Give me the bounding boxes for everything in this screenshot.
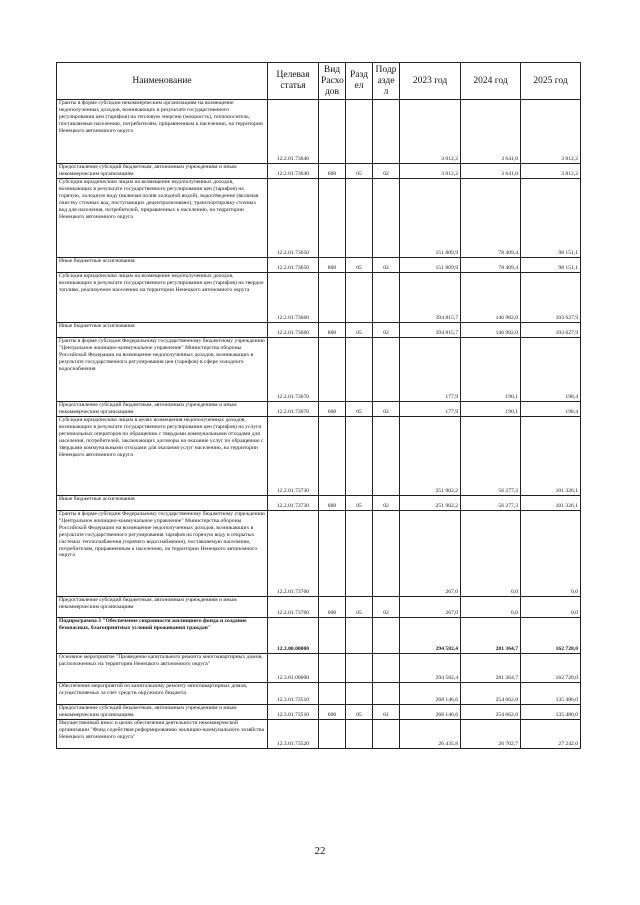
- row-name: Иные бюджетные ассигнования: [57, 258, 268, 273]
- row-value-2024: 3 641,0: [461, 164, 521, 179]
- row-target-article: 12.2.01.73650: [268, 179, 319, 258]
- table-row: [57, 511, 581, 597]
- row-expense-type: 800: [319, 496, 346, 511]
- row-subsection: 01: [373, 705, 400, 720]
- row-subsection: [373, 720, 400, 749]
- row-subsection: [373, 618, 400, 654]
- row-value-2025: 0,0: [521, 511, 581, 597]
- row-target-article: 12.3.00.00000: [268, 618, 319, 654]
- table-row: [57, 417, 581, 496]
- row-name: Основное мероприятие "Проведение капитального ремонта многоквартирных домов, расположенных на территории Ненецкого автономного округа": [57, 654, 268, 683]
- row-value-2025: 198,4: [521, 338, 581, 402]
- row-section: 05: [346, 705, 373, 720]
- table-row: [57, 258, 581, 273]
- header-name: Наименование: [57, 63, 268, 100]
- row-value-2024: 254 662,0: [461, 705, 521, 720]
- row-expense-type: [319, 179, 346, 258]
- row-section: [346, 511, 373, 597]
- row-value-2024: 0,0: [461, 511, 521, 597]
- row-subsection: 02: [373, 597, 400, 618]
- table-row: [57, 683, 581, 705]
- row-subsection: 02: [373, 323, 400, 338]
- row-target-article: 12.2.01.73640: [268, 100, 319, 164]
- row-expense-type: [319, 417, 346, 496]
- row-value-2023: 294 582,4: [400, 654, 461, 683]
- row-expense-type: 600: [319, 402, 346, 417]
- row-section: 05: [346, 164, 373, 179]
- row-value-2023: 267,0: [400, 597, 461, 618]
- row-target-article: 12.2.01.73730: [268, 417, 319, 496]
- row-target-article: 12.3.01.73510: [268, 683, 319, 705]
- row-target-article: 12.2.01.73670: [268, 402, 319, 417]
- row-name: Подпрограмма 3 "Обеспечение сохранности жилищного фонда и создание безопасных, благоприятных условий проживания граждан": [57, 618, 268, 654]
- table-row: [57, 720, 581, 749]
- row-subsection: [373, 273, 400, 323]
- row-subsection: [373, 338, 400, 402]
- row-value-2025: 98 151,1: [521, 179, 581, 258]
- row-name: Иные бюджетные ассигнования: [57, 323, 268, 338]
- row-subsection: [373, 417, 400, 496]
- row-value-2024: 26 702,7: [461, 720, 521, 749]
- row-expense-type: [319, 618, 346, 654]
- row-value-2025: 27 242,0: [521, 720, 581, 749]
- table-row: [57, 338, 581, 402]
- table-row: [57, 100, 581, 164]
- row-target-article: 12.2.01.73650: [268, 258, 319, 273]
- row-section: [346, 654, 373, 683]
- row-subsection: [373, 683, 400, 705]
- row-target-article: 12.2.01.73760: [268, 511, 319, 597]
- header-expense-type: Вид Расхо дов: [319, 63, 346, 100]
- row-section: [346, 683, 373, 705]
- row-value-2024: 281 364,7: [461, 618, 521, 654]
- header-2023: 2023 год: [400, 63, 461, 100]
- row-name: Предоставление субсидий бюджетным, автономным учреждениям и иным некоммерческим организациям: [57, 705, 268, 720]
- row-value-2023: 177,9: [400, 338, 461, 402]
- row-value-2025: 103 627,9: [521, 273, 581, 323]
- row-value-2023: 268 146,6: [400, 705, 461, 720]
- row-value-2023: 3 012,2: [400, 100, 461, 164]
- header-subsection: Подр азде л: [373, 63, 400, 100]
- row-section: 05: [346, 258, 373, 273]
- row-expense-type: [319, 654, 346, 683]
- row-target-article: 12.3.01.00000: [268, 654, 319, 683]
- row-section: 05: [346, 496, 373, 511]
- row-expense-type: 600: [319, 164, 346, 179]
- row-expense-type: [319, 100, 346, 164]
- row-target-article: 12.3.01.73510: [268, 705, 319, 720]
- row-value-2025: 162 728,0: [521, 654, 581, 683]
- row-target-article: 12.3.01.73520: [268, 720, 319, 749]
- table-row: [57, 496, 581, 511]
- row-value-2023: 394 815,7: [400, 323, 461, 338]
- row-name: Обеспечение мероприятий по капитальному ремонту многоквартирных домов, осуществляемых за счет средств окружного бюджета: [57, 683, 268, 705]
- row-value-2024: 78 409,4: [461, 258, 521, 273]
- row-value-2024: 78 409,4: [461, 179, 521, 258]
- row-subsection: 02: [373, 258, 400, 273]
- row-value-2023: 151 809,9: [400, 258, 461, 273]
- row-value-2024: 190,1: [461, 402, 521, 417]
- row-value-2024: 3 641,0: [461, 100, 521, 164]
- row-value-2025: 3 812,2: [521, 164, 581, 179]
- row-value-2023: 251 902,2: [400, 496, 461, 511]
- row-subsection: [373, 100, 400, 164]
- row-expense-type: [319, 273, 346, 323]
- table-body: [57, 100, 581, 749]
- row-target-article: 12.2.01.73760: [268, 597, 319, 618]
- row-section: [346, 417, 373, 496]
- table-row: [57, 618, 581, 654]
- row-name: Гранты в форме субсидии Федеральному государственному бюджетному учреждению "Центральное жилищно-коммунальное управление" Министерства обороны Российской Федерации на возмещение недополученных доходов, возникающих в результате государственного регулирования тарифов на горячую воду в открытых системах теплоснабжения (горячего водоснабжения), поставляемую населению, потребителям, приравненным к населению, на территории Ненецкого автономного округа: [57, 511, 268, 597]
- table-row: [57, 402, 581, 417]
- row-value-2024: 190,1: [461, 338, 521, 402]
- table-row: [57, 597, 581, 618]
- row-subsection: 02: [373, 402, 400, 417]
- row-expense-type: 600: [319, 597, 346, 618]
- row-value-2025: 98 151,1: [521, 258, 581, 273]
- row-section: [346, 273, 373, 323]
- row-target-article: 12.2.01.73660: [268, 273, 319, 323]
- budget-table: [56, 62, 581, 749]
- row-value-2023: 177,9: [400, 402, 461, 417]
- row-name: Гранты в форме субсидии Федеральному государственному бюджетному учреждению "Центральное жилищно-коммунальное управление" Министерства обороны Российской Федерации на возмещение недополученных доходов, возникающих в результате государственного регулирования цен (тарифов) в сфере холодного водоснабжения: [57, 338, 268, 402]
- row-target-article: 12.2.01.73660: [268, 323, 319, 338]
- row-section: [346, 338, 373, 402]
- row-section: 05: [346, 323, 373, 338]
- row-target-article: 12.2.01.73730: [268, 496, 319, 511]
- row-value-2025: 135 486,0: [521, 683, 581, 705]
- row-expense-type: 800: [319, 323, 346, 338]
- row-section: 05: [346, 597, 373, 618]
- row-value-2025: 101 326,1: [521, 496, 581, 511]
- row-value-2024: 56 277,3: [461, 417, 521, 496]
- row-name: Предоставление субсидий бюджетным, автономным учреждениям и иным некоммерческим организациям: [57, 402, 268, 417]
- row-subsection: [373, 179, 400, 258]
- row-value-2024: 146 982,0: [461, 273, 521, 323]
- row-name: Предоставление субсидий бюджетным, автономным учреждениям и иным некоммерческим организациям: [57, 164, 268, 179]
- row-value-2023: 394 815,7: [400, 273, 461, 323]
- row-target-article: 12.2.01.73640: [268, 164, 319, 179]
- row-value-2024: 146 982,0: [461, 323, 521, 338]
- row-subsection: [373, 654, 400, 683]
- row-section: [346, 100, 373, 164]
- row-value-2025: 162 728,0: [521, 618, 581, 654]
- row-value-2025: 101 326,1: [521, 417, 581, 496]
- row-value-2025: 0,0: [521, 597, 581, 618]
- row-name: Субсидии юридическим лицам на возмещение недополученных доходов, возникающих в результате государственного регулирования цен (тарифов) на твердое топливо, реализуемое населению на территории Ненецкого автономного округа: [57, 273, 268, 323]
- row-name: Субсидии юридическим лицам на возмещение недополученных доходов, возникающих в результате государственного регулирования цен (тарифов) на горячую, холодную воду (включая полив холодной водой), водоотведение (включая очистку сточных вод, поступающих децентрализовано), транспортировку сточных вод для населения, потребителей, приравненных к населению, на территории Ненецкого автономного округа: [57, 179, 268, 258]
- row-expense-type: 600: [319, 705, 346, 720]
- header-2025: 2025 год: [521, 63, 581, 100]
- row-name: Имущественный взнос в целях обеспечения деятельности некоммерческой организации "Фонд содействия реформированию жилищно-коммунального хозяйства Ненецкого автономного округа": [57, 720, 268, 749]
- table-row: [57, 323, 581, 338]
- row-value-2023: 3 012,2: [400, 164, 461, 179]
- table-row: [57, 179, 581, 258]
- row-value-2025: 103 627,9: [521, 323, 581, 338]
- budget-table-sheet: [56, 62, 580, 749]
- row-subsection: 02: [373, 496, 400, 511]
- row-subsection: [373, 511, 400, 597]
- row-expense-type: [319, 683, 346, 705]
- row-name: Предоставление субсидий бюджетным, автономным учреждениям и иным некоммерческим организациям: [57, 597, 268, 618]
- row-section: [346, 179, 373, 258]
- row-expense-type: [319, 338, 346, 402]
- row-subsection: 02: [373, 164, 400, 179]
- table-header-row: [57, 63, 581, 100]
- row-value-2023: 267,0: [400, 511, 461, 597]
- row-value-2024: 281 364,7: [461, 654, 521, 683]
- row-section: [346, 618, 373, 654]
- row-value-2023: 294 582,4: [400, 618, 461, 654]
- row-name: Гранты в форме субсидии некоммерческим организациям на возмещение недополученных доходов, возникающих в результате государственного регулирования цен (тарифов) на тепловую энергию (мощность), теплоноситель, поставляемые населению, потребителям, приравненным к населению, на территории Ненецкого автономного округа: [57, 100, 268, 164]
- row-name: Субсидии юридическим лицам в целях возмещения недополученных доходов, возникающих в результате государственного регулирования цен (тарифов) на услуги региональных операторов по обращению с твердыми коммунальными отходами для населения, потребителей, заключающих договоры на оказание услуг по обращению с твердыми коммунальными отходами для оказания услуг населению, на территории Ненецкого автономного округа: [57, 417, 268, 496]
- row-expense-type: 800: [319, 258, 346, 273]
- header-section: Разд ел: [346, 63, 373, 100]
- row-value-2025: 3 812,2: [521, 100, 581, 164]
- row-expense-type: [319, 720, 346, 749]
- page-number: 22: [314, 845, 326, 857]
- row-target-article: 12.2.01.73670: [268, 338, 319, 402]
- header-2024: 2024 год: [461, 63, 521, 100]
- row-value-2025: 198,4: [521, 402, 581, 417]
- row-value-2023: 251 902,2: [400, 417, 461, 496]
- row-value-2023: 26 435,8: [400, 720, 461, 749]
- row-value-2023: 151 809,9: [400, 179, 461, 258]
- row-name: Иные бюджетные ассигнования: [57, 496, 268, 511]
- row-value-2023: 268 146,6: [400, 683, 461, 705]
- row-value-2024: 0,0: [461, 597, 521, 618]
- table-row: [57, 705, 581, 720]
- table-row: [57, 273, 581, 323]
- row-expense-type: [319, 511, 346, 597]
- row-value-2024: 56 277,3: [461, 496, 521, 511]
- row-section: 05: [346, 402, 373, 417]
- row-section: [346, 720, 373, 749]
- table-row: [57, 164, 581, 179]
- header-target-article: Целевая статья: [268, 63, 319, 100]
- row-value-2025: 135 486,0: [521, 705, 581, 720]
- row-value-2024: 254 662,0: [461, 683, 521, 705]
- table-row: [57, 654, 581, 683]
